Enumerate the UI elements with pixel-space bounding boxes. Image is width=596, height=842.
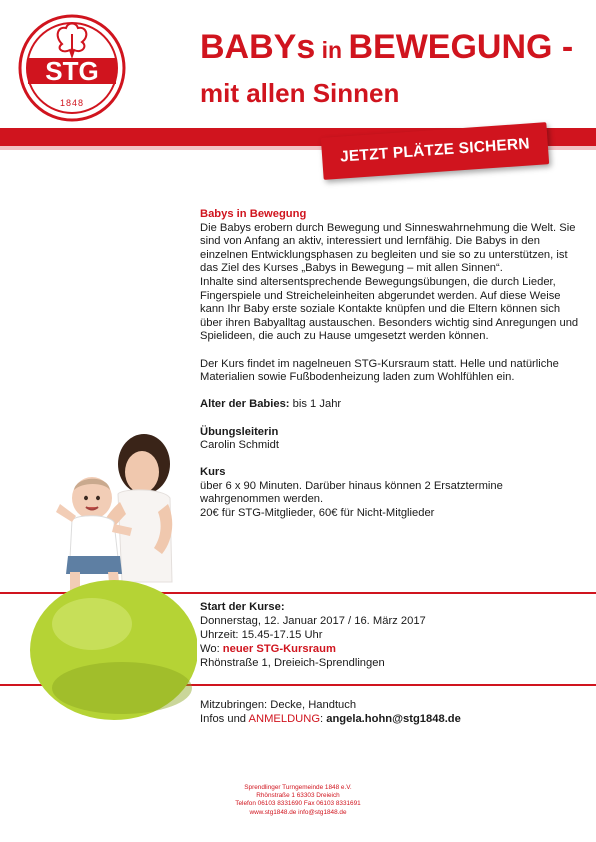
- course-label: Kurs: [200, 466, 226, 479]
- title-word-bewegung: BEWEGUNG -: [348, 28, 574, 66]
- bring-section: [200, 698, 580, 726]
- start-address: Rhönstraße 1, Dreieich-Sprendlingen: [200, 657, 385, 669]
- page-subtitle: mit allen Sinnen: [200, 78, 400, 108]
- footer-web[interactable]: www.stg1848.de info@stg1848.de: [249, 808, 347, 816]
- logo-year: 1848: [59, 98, 85, 108]
- course-description: [200, 208, 580, 521]
- title-word-babys: BABYs: [200, 28, 316, 66]
- start-section: [200, 600, 580, 670]
- course-details: über 6 x 90 Minuten. Darüber hinaus können 2 Ersatztermine wahrgenommen werden.: [200, 479, 503, 506]
- mother-baby-ball-photo: [22, 432, 197, 722]
- logo-letters: STG: [45, 56, 99, 86]
- start-time: Uhrzeit: 15.45-17.15 Uhr: [200, 629, 323, 641]
- oak-leaf-icon: [58, 24, 87, 57]
- start-label: Start der Kurse:: [200, 601, 285, 613]
- contact-email[interactable]: angela.hohn@stg1848.de: [326, 713, 461, 725]
- cta-button[interactable]: JETZT PLÄTZE SICHERN: [321, 122, 549, 180]
- age-value: bis 1 Jahr: [289, 398, 342, 411]
- contact-prefix: Infos und: [200, 713, 249, 725]
- location-value: neuer STG-Kursraum: [222, 643, 336, 655]
- intro-paragraph: Die Babys erobern durch Bewegung und Sinneswahrnehmung die Welt. Sie sind von Anfang an aktiv, interessiert und lernfähig. Die Babys in den einzelnen Entwicklungsphasen zu begleiten und sie so zu unterstützen, ist das Ziel des Kurses „Babys in Bewegung – mit allen Sinnen“.: [200, 221, 576, 275]
- course-prices: 20€ für STG-Mitglieder, 60€ für Nicht-Mitglieder: [200, 507, 435, 520]
- registration-label: ANMELDUNG: [248, 713, 321, 725]
- contact-colon: :: [320, 713, 327, 725]
- age-info: [200, 398, 580, 412]
- start-dates: Donnerstag, 12. Januar 2017 / 16. März 2017: [200, 615, 426, 627]
- bring-items: Mitzubringen: Decke, Handtuch: [200, 699, 357, 711]
- footer-address: Rhönstraße 1 63303 Dreieich: [256, 792, 340, 800]
- title-word-in: in: [315, 37, 349, 63]
- footer-phone: Telefon 06103 8331690 Fax 06103 8331691: [235, 800, 361, 808]
- instructor-name: Carolin Schmidt: [200, 439, 279, 452]
- age-label: Alter der Babies:: [200, 398, 290, 411]
- location-paragraph: Der Kurs findet im nagelneuen STG-Kursraum statt. Helle und natürliche Materialien sowie Fußbodenheizung laden zum Wohlfühlen ein.: [200, 357, 559, 384]
- stg-logo: [18, 14, 126, 122]
- footer: [0, 784, 596, 817]
- footer-org: Sprendlinger Turngemeinde 1848 e.V.: [244, 784, 352, 791]
- location-label: Wo:: [200, 643, 223, 655]
- section-heading: Babys in Bewegung: [200, 208, 307, 220]
- page-title: [200, 28, 590, 109]
- contact-line: [200, 712, 580, 726]
- instructor-label: Übungsleiterin: [200, 425, 279, 438]
- content-paragraph: Inhalte sind altersentsprechende Bewegungsübungen, die durch Lieder, Fingerspiele und Streicheleinheiten abgerundet werden. Auf diese Weise kann Ihr Baby erste soziale Kontakte knüpfen und die Eltern können sich über ihren Babyalltag austauschen. Besonders wichtig sind Anregungen und Spielideen, die auch zu Hause umgesetzt werden können.: [200, 275, 579, 343]
- start-location: [200, 642, 580, 656]
